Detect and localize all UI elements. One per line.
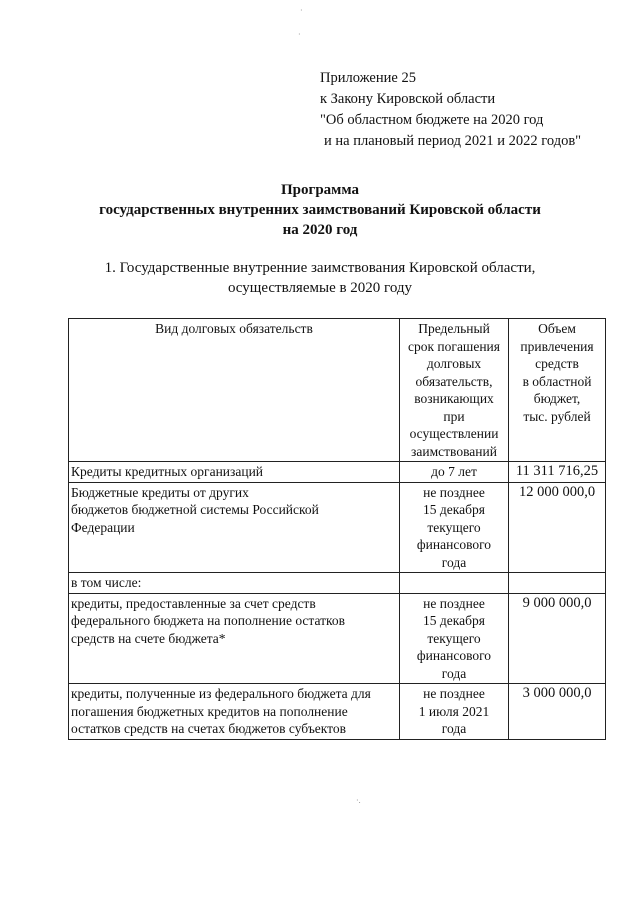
title-line-2: государственных внутренних заимствований Кировской области — [99, 202, 541, 218]
appendix-block — [320, 68, 581, 152]
row-volume: 3 000 000,0 — [509, 684, 606, 740]
scan-speck: · — [298, 30, 301, 39]
scan-speck: ·. — [356, 796, 361, 805]
table-row — [69, 462, 606, 483]
row-volume: 12 000 000,0 — [509, 482, 606, 573]
section-line-1: 1. Государственные внутренние заимствования Кировской области, — [104, 260, 536, 276]
header-debt-type: Вид долговых обязательств — [69, 319, 400, 462]
row-repayment-term: не позднее 15 декабря текущего финансового года — [400, 593, 509, 684]
table-row — [69, 573, 606, 594]
document-title — [0, 180, 640, 240]
table-row — [69, 482, 606, 573]
table-row — [69, 684, 606, 740]
row-repayment-term — [400, 573, 509, 594]
row-debt-type: Кредиты кредитных организаций — [69, 462, 400, 483]
row-volume — [509, 573, 606, 594]
row-repayment-term: до 7 лет — [400, 462, 509, 483]
row-debt-type: кредиты, полученные из федерального бюджета для погашения бюджетных кредитов на пополнение остатков средств на счетах бюджетов субъектов — [69, 684, 400, 740]
row-debt-type: кредиты, предоставленные за счет средств федерального бюджета на пополнение остатков средств на счете бюджета* — [69, 593, 400, 684]
table-header-row — [69, 319, 606, 462]
row-volume: 11 311 716,25 — [509, 462, 606, 483]
row-repayment-term: не позднее 1 июля 2021 года — [400, 684, 509, 740]
row-repayment-term: не позднее 15 декабря текущего финансового года — [400, 482, 509, 573]
appendix-line-2: к Закону Кировской области — [320, 91, 496, 107]
table-row — [69, 593, 606, 684]
header-borrowing-volume: Объем привлечения средств в областной бюджет, тыс. рублей — [509, 319, 606, 462]
header-repayment-term: Предельный срок погашения долговых обязательств, возникающих при осуществлении заимствований — [400, 319, 509, 462]
section-heading — [0, 258, 640, 298]
appendix-line-1: Приложение 25 — [320, 70, 416, 86]
row-debt-type: в том числе: — [69, 573, 400, 594]
appendix-line-3: "Об областном бюджете на 2020 год — [320, 112, 544, 128]
title-line-1: Программа — [281, 182, 359, 198]
appendix-line-4: и на плановый период 2021 и 2022 годов" — [324, 133, 582, 149]
row-volume: 9 000 000,0 — [509, 593, 606, 684]
row-debt-type: Бюджетные кредиты от других бюджетов бюджетной системы Российской Федерации — [69, 482, 400, 573]
title-line-3: на 2020 год — [282, 222, 358, 238]
scan-speck: · — [300, 6, 303, 15]
section-line-2: осуществляемые в 2020 году — [227, 280, 413, 296]
borrowings-table — [68, 318, 606, 740]
